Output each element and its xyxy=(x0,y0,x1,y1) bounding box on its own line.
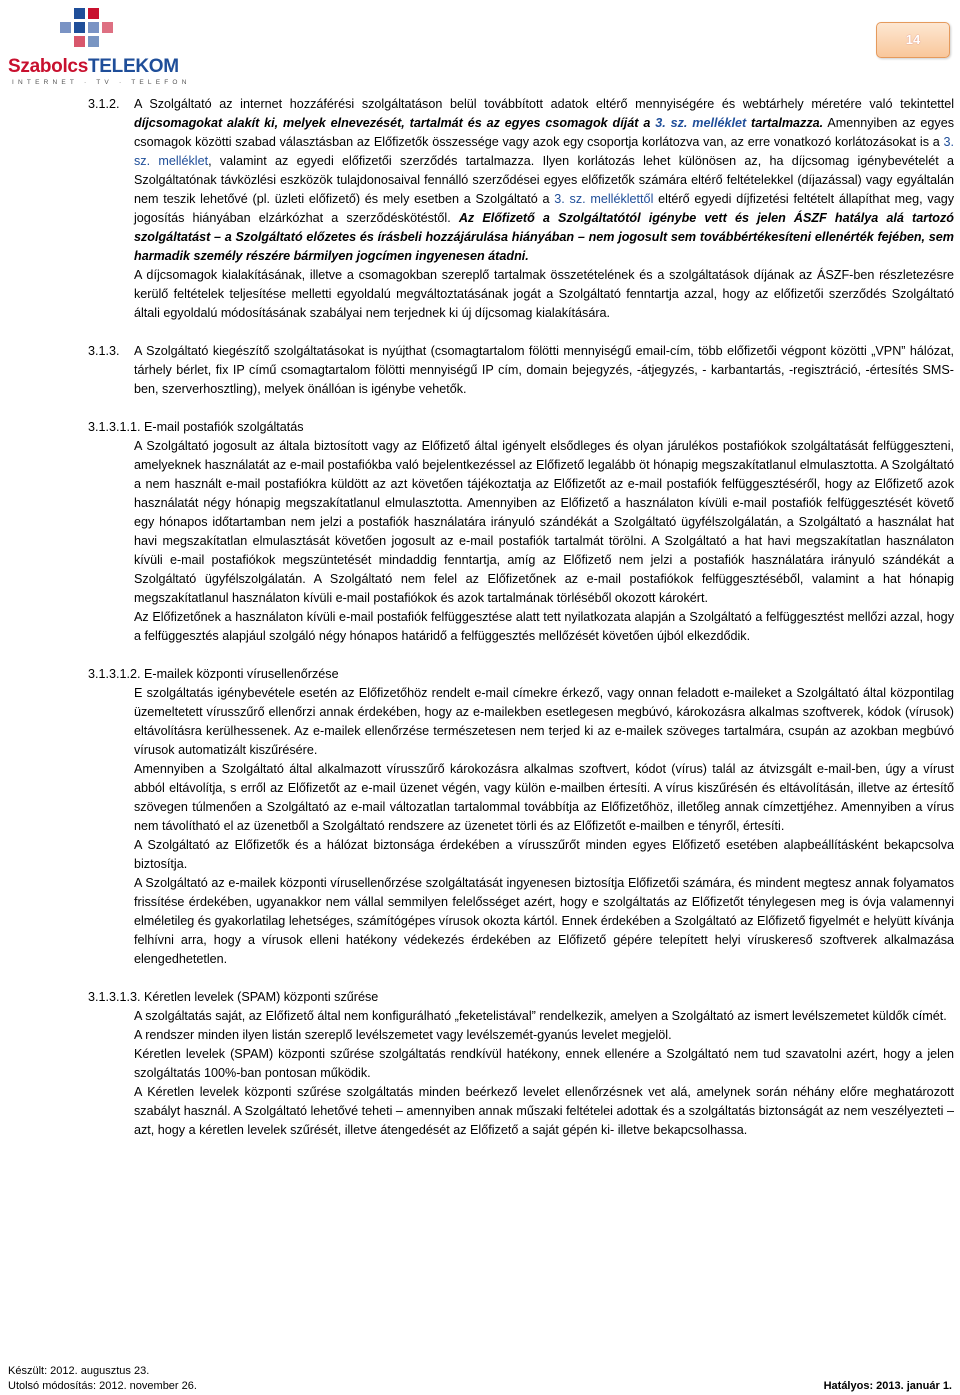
page-footer xyxy=(8,1364,952,1394)
section-3-1-3-1-1 xyxy=(88,418,954,646)
company-logo xyxy=(8,8,191,88)
section-number: 3.1.3. xyxy=(88,344,120,358)
paragraph: A rendszer minden ilyen listán szereplő levélszemetet vagy levélszemét-gyanús levelet megjelöl. xyxy=(134,1028,672,1042)
paragraph: A Kéretlen levelek központi szűrése szolgáltatás minden beérkező levelet ellenőrzésnek vet alá, amelynek során néhány előre meghatározott szabályt használ. A Szolgáltató lehetővé teheti – amennyiben annak műszaki feltételei adottak és a szolgáltatás biztonságát az nem veszélyezteti – azt, hogy a kéretlen levelek szűrését, illetve átengedését az Előfizető a saját gépén ki- illetve bekapcsolhassa. xyxy=(134,1085,954,1137)
logo-squares-icon xyxy=(60,8,120,54)
section-3-1-3 xyxy=(88,342,954,399)
paragraph: Kéretlen levelek (SPAM) központi szűrése szolgáltatás rendkívül hatékony, ennek ellenére a Szolgáltató nem tud szavatolni azért, hogy a jelen szolgáltatás 100%-ban pontosan működik. xyxy=(134,1047,954,1080)
paragraph: A Szolgáltató az e-mailek központi vírusellenőrzése szolgáltatását ingyenesen biztosítja Előfizetői számára, és mindent megtesz annak folyamatos frissítése érdekében, ugyanakkor nem vállal semmilyen felelősséget azért, hogy e szolgáltatás az Előfizetőt ténylegesen meg is óvja valamennyi elméletileg és gyakorlatilag lehetséges, számítógépes vírusok okozta kártól. Ennek érdekében a Szolgáltató az Előfizető figyelmét e helyütt kívánja felhívni arra, hogy a vírusok elleni hatékony védekezés érdekében az Előfizető gépére telepített helyi víruskereső szoftverek alkalmazása elengedhetetlen. xyxy=(134,876,954,966)
section-title: 3.1.3.1.3. Kéretlen levelek (SPAM) központi szűrése xyxy=(88,990,379,1004)
logo-tagline: INTERNET · TV · TELEFON xyxy=(12,79,191,86)
annex-reference: 3. sz. melléklet xyxy=(134,135,954,168)
paragraph: A díjcsomagok kialakításának, illetve a csomagokban szereplő tartalmak összetételének és a szolgáltatások díjának az ÁSZF-ben részletezésre kerülő feltételek teljesítése melletti egyoldalú megváltoztatásának jogát a Szolgáltató fenntartja azzal, hogy az előfizetői szerződés Szolgáltató általi egyoldalú módosításának szabályai nem terjednek ki új díjcsomag kialakítására. xyxy=(134,268,954,320)
footer-effective: Hatályos: 2013. január 1. xyxy=(823,1380,952,1392)
annex-reference: 3. sz. melléklettől xyxy=(554,192,654,206)
paragraph: A Szolgáltató jogosult az általa biztosított vagy az Előfizető által igényelt elsődleges és olyan járulékos postafiókok szolgáltatását felfüggeszteni, amelyeknek használatát az e-mail postafiókba való bejelentkezéssel az Előfizető legalább öt hónapig megszakítatlanul elmulasztotta. A Szolgáltató a nem használt e-mail postafiókra küldött az azt követően tájékoztatja az Előfizetőt az e-mail postafiók felfüggesztéséről, hogy az Előfizető azok használatát négy hónapig megszakítatlanul elmulasztotta. Amennyiben az Előfizető a használaton kívüli e-mail postafiók felfüggesztését követő egy hónapos időtartamban nem jelzi a postafiók használatára irányuló szándékát a Szolgáltató ügyfélszolgálatán, a Szolgáltató a használat hat havi megszakítatlan elmulasztását követően jogosult az e-mail postafiók tartalmát törölni. A Szolgáltató a hat havi megszakítatlan használaton kívüli e-mail postafiókok megszüntetését mindaddig fenntartja, amíg az Előfizető nem jelzi a postafiók használatára irányuló szándékát a Szolgáltató ügyfélszolgálatán. A Szolgáltató nem felel az Előfizetőnek az e-mail postafiókok felfüggesztéséből, valamint a hat hónapig megszakítatlanul használaton kívüli e-mail postafiókok és azok tartalmának törléséből okozott károkért. xyxy=(134,439,954,605)
section-title: 3.1.3.1.1. E-mail postafiók szolgáltatás xyxy=(88,420,304,434)
section-3-1-3-1-3 xyxy=(88,988,954,1140)
page-number-badge: 14 xyxy=(876,22,950,58)
document-body xyxy=(88,95,954,1140)
section-3-1-3-1-2 xyxy=(88,665,954,969)
paragraph: Az Előfizetőnek a használaton kívüli e-mail postafiók felfüggesztése alatt tett nyilatkozata alapján a Szolgáltató a felfüggesztést mellőzi azzal, hogy a felfüggesztés alapjául szolgáló négy hónapos határidő a felfüggesztés mellőzését követően újból elkezdődik. xyxy=(134,610,954,643)
paragraph: E szolgáltatás igénybevétele esetén az Előfizetőhöz rendelt e-mail címekre érkező, vagy onnan feladott e-maileket a Szolgáltató által központilag üzemeltetett vírusszűrő ellenőrzi annak érdekében, hogy az e-mailekben esetlegesen megbúvó, károkozásra alkalmas szoftverek, kódok (vírusok) eltávolításra kerülhessenek. Az e-mailek ellenőrzése természetesen nem terjed ki az e-mailek szöveges tartalmára, csupán az azokban megbúvó vírusok automatizált kiszűrésére. xyxy=(134,686,954,757)
footer-modified: Utolsó módosítás: 2012. november 26. xyxy=(8,1380,197,1392)
footer-created: Készült: 2012. augusztus 23. xyxy=(8,1365,150,1377)
paragraph: A Szolgáltató kiegészítő szolgáltatásokat is nyújthat (csomagtartalom fölötti mennyiségű email-cím, több előfizetői végpont közötti „VPN” hálózat, tárhely bérlet, fix IP című csomagtartalom fölötti mennyiségű IP cím, domain bejegyzés, -átjegyzés, - karbantartás, -regisztráció, -értesítés SMS-ben, szerverhosztling), melyek önállóan is igénybe vehetők. xyxy=(134,344,954,396)
logo-wordmark: SzabolcsTELEKOM xyxy=(8,56,179,77)
paragraph: A Szolgáltató az Előfizetők és a hálózat biztonsága érdekében a vírusszűrőt minden egyes Előfizető esetében alapbeállításként bekapcsolva biztosítja. xyxy=(134,838,954,871)
section-3-1-2 xyxy=(88,95,954,323)
annex-reference: 3. sz. melléklet xyxy=(655,116,747,130)
section-title: 3.1.3.1.2. E-mailek központi vírusellenőrzése xyxy=(88,667,339,681)
paragraph: A szolgáltatás saját, az Előfizető által nem konfigurálható „feketelistával” rendelkezik, amelyen a Szolgáltató az ismert levélszemetet küldők címét. xyxy=(134,1009,947,1023)
section-number: 3.1.2. xyxy=(88,97,120,111)
paragraph: Amennyiben a Szolgáltató által alkalmazott vírusszűrő károkozásra alkalmas szoftvert, kódot (vírus) talál az átvizsgált e-mail-ben, úgy a vírust abból eltávolítja, s erről az Előfizetőt az e-mail üzenet végén, vagy külön e-mailben értesíti. A vírus kiszűrésén és eltávolításán, illetve az értesítő szövegen túlmenően a Szolgáltató az e-mail változatlan tartalommal továbbítja az Előfizetőhöz, illetőleg annak címzettjéhez. Amennyiben a vírus nem távolítható el az üzenetből a Szolgáltató rendszere az üzenetet törli és az Előfizetőt e-mailben e tényről, értesíti. xyxy=(134,762,954,833)
paragraph: A Szolgáltató az internet hozzáférési szolgáltatáson belül továbbított adatok eltérő mennyiségére és webtárhely méretére való tekintettel díjcsomagokat alakít ki, melyek elnevezését, tartalmát és az egyes csomagok díját a 3. sz. melléklet tartalmazza. Amennyiben az egyes csomagok közötti szabad választásban az Előfizetők összessége vagy azok egy csoportja korlátozva van, az erre vonatkozó korlátozásokat is a 3. sz. melléklet, valamint az egyedi előfizetői szerződés tartalmazza. Ilyen korlátozás lehet különösen az, ha díjcsomag igénybevételét a Szolgáltatónak távközlési eszközök tulajdonosaival fennálló szerződései egyes előfizetők számára eltérő feltételekkel (díjazással) vagy egyáltalán nem teszik lehetővé (pl. üzleti előfizető) és mely esetben a Szolgáltató a 3. sz. melléklettől eltérő egyedi díjfizetési feltételt állapíthat meg, vagy jogosítás hiányában elzárkózhat a szerződéskötéstől. Az Előfizető a Szolgáltatótól igénybe vett és jelen ÁSZF hatálya alá tartozó szolgáltatást – a Szolgáltató előzetes és írásbeli hozzájárulása hiányában – nem jogosult sem továbbértékesíteni ellenérték fejében, sem harmadik személy részére bármilyen jogcímen ingyenesen átadni. xyxy=(134,97,955,263)
